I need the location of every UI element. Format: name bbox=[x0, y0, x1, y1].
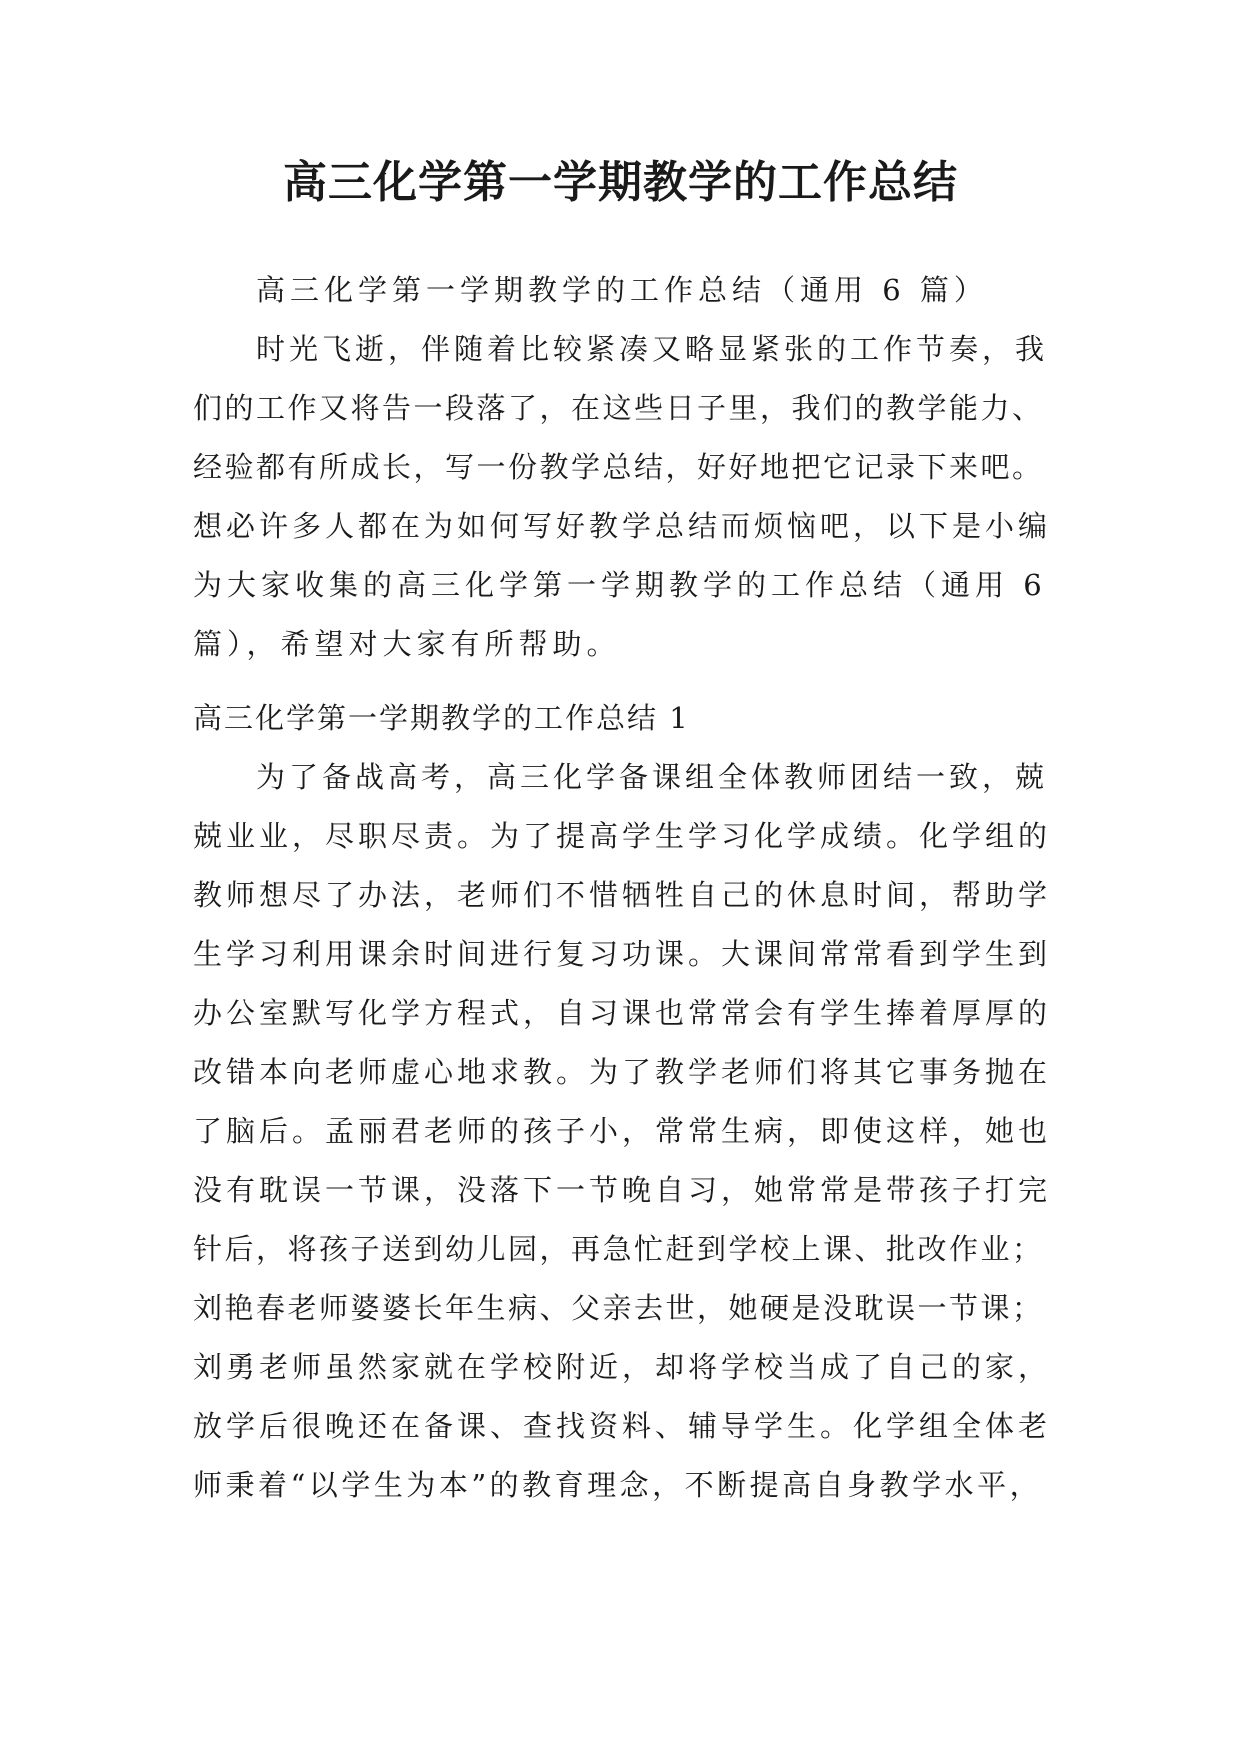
intro-block bbox=[193, 261, 1053, 674]
section-line: 了脑后。孟丽君老师的孩子小，常常生病，即使这样，她也 bbox=[193, 1114, 1052, 1148]
section-line: 刘勇老师虽然家就在学校附近，却将学校当成了自己的家， bbox=[193, 1350, 1052, 1384]
section-line: 兢业业，尽职尽责。为了提高学生学习化学成绩。化学组的 bbox=[193, 819, 1052, 853]
section-line: 没有耽误一节课，没落下一节晚自习，她常常是带孩子打完 bbox=[193, 1173, 1052, 1207]
intro-line: 时光飞逝，伴随着比较紧凑又略显紧张的工作节奏，我 bbox=[256, 332, 1049, 366]
section-line: 改错本向老师虚心地求教。为了教学老师们将其它事务抛在 bbox=[193, 1055, 1052, 1089]
section-line: 放学后很晚还在备课、查找资料、辅导学生。化学组全体老 bbox=[193, 1409, 1052, 1443]
section-line: 生学习利用课余时间进行复习功课。大课间常常看到学生到 bbox=[193, 937, 1052, 971]
section-line: 刘艳春老师婆婆长年生病、父亲去世，她硬是没耽误一节课； bbox=[193, 1291, 1044, 1325]
section-line: 为了备战高考，高三化学备课组全体教师团结一致，兢 bbox=[256, 760, 1049, 794]
intro-line: 们的工作又将告一段落了，在这些日子里，我们的教学能力、 bbox=[193, 391, 1044, 425]
section-heading: 高三化学第一学期教学的工作总结 1 bbox=[193, 701, 690, 735]
intro-line: 想必许多人都在为如何写好教学总结而烦恼吧，以下是小编 bbox=[193, 509, 1052, 543]
intro-line: 经验都有所成长，写一份教学总结，好好地把它记录下来吧。 bbox=[193, 450, 1044, 484]
document-title: 高三化学第一学期教学的工作总结 bbox=[283, 157, 958, 208]
intro-line: 篇），希望对大家有所帮助。 bbox=[193, 627, 621, 661]
section-block bbox=[193, 689, 1053, 1515]
section-line: 办公室默写化学方程式，自习课也常常会有学生捧着厚厚的 bbox=[193, 996, 1052, 1030]
subtitle-line: 高三化学第一学期教学的工作总结（通用 6 篇） bbox=[256, 273, 988, 307]
intro-line: 为大家收集的高三化学第一学期教学的工作总结（通用 6 bbox=[193, 568, 1047, 602]
section-line: 师秉着“以学生为本”的教育理念，不断提高自身教学水平， bbox=[193, 1468, 1043, 1502]
section-line: 针后，将孩子送到幼儿园，再急忙赶到学校上课、批改作业； bbox=[193, 1232, 1044, 1266]
section-line: 教师想尽了办法，老师们不惜牺牲自己的休息时间，帮助学 bbox=[193, 878, 1052, 912]
